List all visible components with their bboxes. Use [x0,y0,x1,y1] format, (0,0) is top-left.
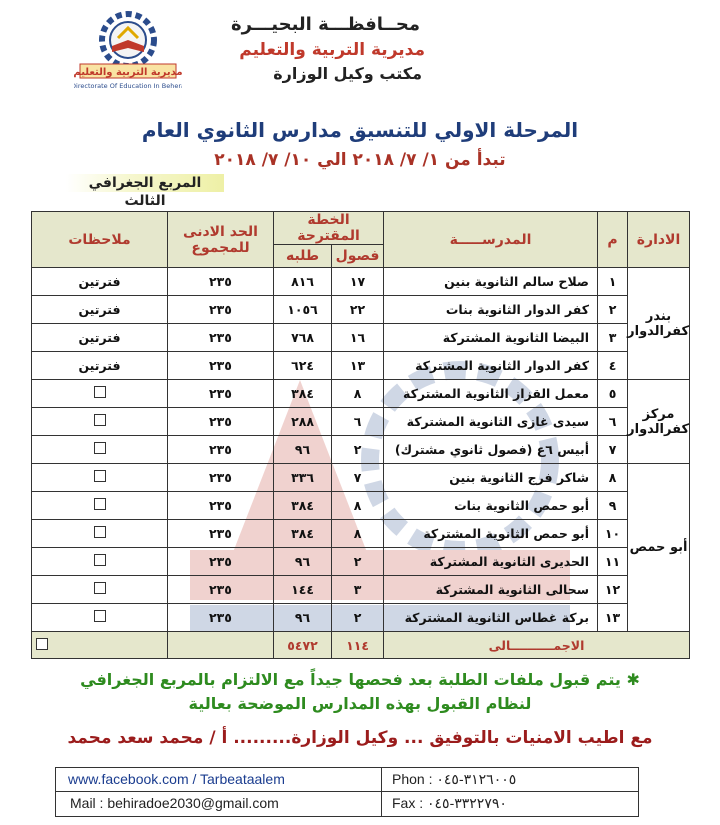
admin-cell: مركز كفرالدوار [628,380,690,464]
note-checkbox[interactable] [94,498,106,510]
contact-box [55,767,639,817]
header-school: المدرســـــة [384,212,598,268]
admin-cell: بندر كفرالدوار [628,268,690,380]
governorate-label: محــافظـــة البحيـــرة [230,14,420,35]
note-cell [32,464,168,492]
total-classes: ۱۱٤ [332,632,384,659]
header-min-total [168,212,274,268]
header-min-total-line1: الحد الادنى [183,223,258,240]
students-count: ۹٦ [274,436,332,464]
header-plan: الخطة المقترحة [274,212,384,245]
office-label: مكتب وكيل الوزارة [273,64,422,83]
phone-number: Phon : ۰٤٥-۳۱۲٦۰۰٥ [392,771,517,787]
note-cell [32,436,168,464]
note-cell [32,604,168,632]
school-name: كفر الدوار الثانوية بنات [384,296,598,324]
school-name: سحالى الثانوية المشتركة [384,576,598,604]
header-min-total-line2: للمجموع [191,239,250,256]
students-count: ۹٦ [274,604,332,632]
classes-count: ۱۳ [332,352,384,380]
row-number: ۳ [598,324,628,352]
min-total: ۲۳٥ [168,464,274,492]
contact-divider-horizontal [56,791,638,792]
row-number: ۸ [598,464,628,492]
fax-number: Fax : ۰٤٥-۳۳۲۲۷۹۰ [392,795,507,811]
students-count: ۳۸٤ [274,492,332,520]
min-total: ۲۳٥ [168,408,274,436]
students-count: ۸۱٦ [274,268,332,296]
total-min-empty [168,632,274,659]
table-row [32,548,690,576]
note-cell: فترتين [32,352,168,380]
table-row [32,464,690,492]
note-checkbox[interactable] [94,582,106,594]
row-number: ۹ [598,492,628,520]
table-row [32,576,690,604]
row-number: ۷ [598,436,628,464]
table-body [32,268,690,632]
min-total: ۲۳٥ [168,268,274,296]
min-total: ۲۳٥ [168,436,274,464]
logo-text: مديرية التربية والتعليم [74,67,182,78]
school-name: معمل القزاز الثانوية المشتركة [384,380,598,408]
table-row [32,324,690,352]
school-name: صلاح سالم الثانوية بنين [384,268,598,296]
table-row [32,352,690,380]
note-checkbox[interactable] [94,610,106,622]
schools-table [31,211,689,659]
table-row [32,408,690,436]
classes-count: ۱٦ [332,324,384,352]
school-name: أبو حمص الثانوية بنات [384,492,598,520]
min-total: ۲۳٥ [168,548,274,576]
table-row [32,436,690,464]
classes-count: ۸ [332,520,384,548]
students-count: ۱٤٤ [274,576,332,604]
acceptance-note-2: لنظام القبول بهذه المدارس الموضحة بعالية [188,694,532,713]
min-total: ۲۳٥ [168,520,274,548]
note-checkbox[interactable] [94,414,106,426]
school-name: كفر الدوار الثانوية المشتركة [384,352,598,380]
students-count: ۳۸٤ [274,520,332,548]
note-checkbox[interactable] [94,526,106,538]
header-students: طلبه [274,245,332,268]
row-number: ۱ [598,268,628,296]
acceptance-note-1: ✱ يتم قبول ملفات الطلبة بعد فحصها جيداً مع الالتزام بالمربع الجغرافي [80,670,640,689]
school-name: بركة غطاس الثانوية المشتركة [384,604,598,632]
classes-count: ۷ [332,464,384,492]
school-name: الحديرى الثانوية المشتركة [384,548,598,576]
students-count: ۱۰٥٦ [274,296,332,324]
contact-divider-vertical [381,768,382,816]
note-cell: فترتين [32,296,168,324]
note-checkbox[interactable] [94,554,106,566]
note-cell [32,492,168,520]
row-number: ۱۳ [598,604,628,632]
total-checkbox[interactable] [36,638,48,650]
classes-count: ۲ [332,604,384,632]
row-number: ۱۲ [598,576,628,604]
total-label: الاجمــــــــــالى [384,632,690,659]
header-admin: الادارة [628,212,690,268]
page-title: المرحلة الاولي للتنسيق مدارس الثانوي العام [141,118,579,142]
school-name: أبيس ٦ع (فصول ثانوي مشترك) [384,436,598,464]
classes-count: ۲ [332,436,384,464]
note-cell [32,520,168,548]
table-row [32,380,690,408]
school-name: شاكر فرج الثانوية بنين [384,464,598,492]
table-row [32,296,690,324]
total-students: ٥٤٧۲ [274,632,332,659]
classes-count: ۱۷ [332,268,384,296]
classes-count: ۸ [332,380,384,408]
note-cell [32,408,168,436]
admin-cell: أبو حمص [628,464,690,632]
min-total: ۲۳٥ [168,380,274,408]
directorate-logo [74,10,182,94]
note-checkbox[interactable] [94,442,106,454]
email-address[interactable]: Mail : behiradoe2030@gmail.com [70,795,279,811]
note-checkbox[interactable] [94,470,106,482]
row-number: ٤ [598,352,628,380]
logo-subtext: Directorate Of Education In Behera [74,82,182,90]
row-number: ۲ [598,296,628,324]
students-count: ۳۳٦ [274,464,332,492]
classes-count: ۲۲ [332,296,384,324]
row-number: ۱۰ [598,520,628,548]
note-cell: فترتين [32,324,168,352]
note-checkbox[interactable] [94,386,106,398]
table-row [32,604,690,632]
school-name: أبو حمص الثانوية المشتركة [384,520,598,548]
wishes-signature: مع اطيب الامنيات بالتوفيق ... وكيل الوزارة......... أ / محمد سعد محمد [67,728,653,748]
table-row [32,268,690,296]
header-classes: فصول [332,245,384,268]
total-notes-empty [32,632,168,659]
total-row [32,632,690,659]
classes-count: ۸ [332,492,384,520]
classes-count: ۲ [332,548,384,576]
acceptance-note-1-text: يتم قبول ملفات الطلبة بعد فحصها جيداً مع الالتزام بالمربع الجغرافي [80,670,621,689]
note-cell [32,548,168,576]
students-count: ۲۸۸ [274,408,332,436]
classes-count: ٦ [332,408,384,436]
students-count: ٦۲٤ [274,352,332,380]
school-name: سيدى غازى الثانوية المشتركة [384,408,598,436]
school-name: البيضا الثانوية المشتركة [384,324,598,352]
note-cell [32,380,168,408]
table-row [32,520,690,548]
min-total: ۲۳٥ [168,324,274,352]
header-notes: ملاحظات [32,212,168,268]
students-count: ۹٦ [274,548,332,576]
row-number: ٥ [598,380,628,408]
min-total: ۲۳٥ [168,576,274,604]
min-total: ۲۳٥ [168,492,274,520]
students-count: ۷٦۸ [274,324,332,352]
students-count: ۳۸٤ [274,380,332,408]
header-num: م [598,212,628,268]
directorate-label: مديرية التربية والتعليم [239,40,425,60]
note-cell: فترتين [32,268,168,296]
note-cell [32,576,168,604]
facebook-link[interactable]: www.facebook.com / Tarbeataalem [68,771,285,787]
row-number: ۱۱ [598,548,628,576]
table-row [32,492,690,520]
classes-count: ۳ [332,576,384,604]
geo-square-label: المربع الجغرافي الثالث [66,174,224,192]
min-total: ۲۳٥ [168,352,274,380]
min-total: ۲۳٥ [168,296,274,324]
date-range: تبدأ من ۱/ ۷/ ۲۰۱۸ الي ۱۰/ ۷/ ۲۰۱۸ [214,150,506,170]
min-total: ۲۳٥ [168,604,274,632]
row-number: ٦ [598,408,628,436]
